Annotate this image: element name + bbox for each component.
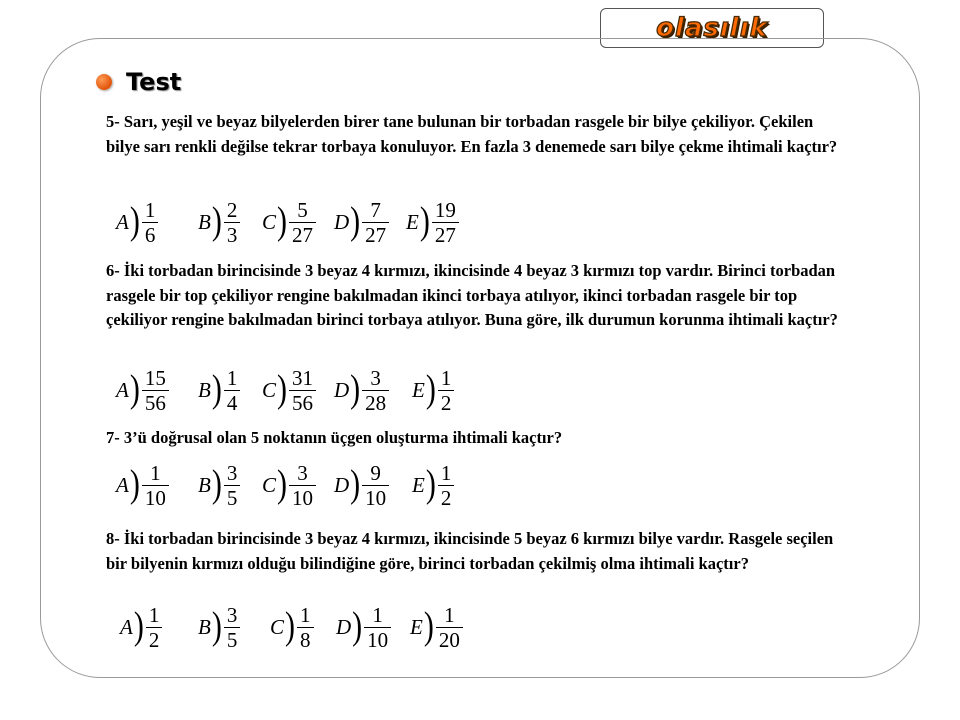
option-e: E ) $\frac{1}{2}$: [412, 363, 454, 417]
option-label: C: [270, 614, 285, 639]
fraction: [297, 603, 314, 652]
question-7: [106, 426, 846, 451]
fraction: [146, 603, 163, 652]
option-d: D ) $\frac{7}{27}$: [334, 195, 389, 249]
numerator: 15: [144, 365, 166, 390]
denominator: 8: [297, 627, 314, 652]
numerator: 31: [292, 365, 314, 390]
fraction: [224, 603, 241, 652]
numerator: 3: [226, 602, 238, 627]
fraction: [438, 461, 455, 510]
fraction: [362, 461, 389, 510]
denominator: 28: [362, 390, 389, 415]
question-number: 5: [106, 112, 115, 131]
numerator: 1: [444, 602, 455, 627]
option-label: B: [198, 209, 211, 234]
question-8: [106, 527, 846, 576]
numerator: 2: [226, 197, 238, 222]
option-label: C: [262, 472, 277, 497]
denominator: 10: [142, 485, 169, 510]
option-d: D ) $\frac{1}{10}$: [336, 600, 391, 654]
numerator: 3: [370, 365, 381, 390]
fraction: [224, 198, 241, 247]
option-label: A: [116, 209, 129, 234]
logo: olasılık: [656, 13, 768, 43]
numerator: 3: [226, 460, 238, 485]
option-d: D ) $\frac{3}{28}$: [334, 363, 389, 417]
numerator: 5: [297, 197, 308, 222]
fraction: [438, 366, 455, 415]
numerator: 7: [370, 197, 381, 222]
option-label: D: [334, 209, 350, 234]
denominator: 5: [224, 627, 241, 652]
title-row: [96, 68, 181, 96]
option-b: B ) $\frac{3}{5}$: [198, 600, 240, 654]
denominator: 10: [289, 485, 316, 510]
denominator: 3: [224, 222, 241, 247]
option-label: B: [198, 472, 211, 497]
option-label: E: [406, 209, 419, 234]
numerator: 3: [297, 460, 308, 485]
option-b: B ) $\frac{1}{4}$: [198, 363, 240, 417]
numerator: 1: [150, 460, 161, 485]
denominator: 2: [438, 390, 455, 415]
fraction: [142, 198, 159, 247]
fraction: [432, 198, 459, 247]
option-label: E: [412, 472, 425, 497]
option-label: D: [334, 377, 350, 402]
question-text: - İki torbadan birincisinde 3 beyaz 4 kırmızı, ikincisinde 5 beyaz 6 kırmızı bilye vardır. Rasgele seçilen bir bilyenin kırmızı olduğu bilindiğine göre, birinci torbadan çekilmiş olma ihtimali kaçtır?: [106, 529, 834, 573]
option-b: B ) $\frac{2}{3}$: [198, 195, 240, 249]
numerator: 1: [440, 460, 452, 485]
option-label: E: [410, 614, 423, 639]
question-text: - 3’ü doğrusal olan 5 noktanın üçgen oluşturma ihtimali kaçtır?: [114, 428, 563, 447]
denominator: 27: [289, 222, 316, 247]
numerator: 1: [144, 197, 156, 222]
option-label: B: [198, 614, 211, 639]
fraction: [436, 603, 463, 652]
fraction: [224, 366, 241, 415]
denominator: 2: [438, 485, 455, 510]
option-a: A ) $\frac{1}{2}$: [120, 600, 162, 654]
option-label: D: [336, 614, 352, 639]
denominator: 27: [432, 222, 459, 247]
question-text: - İki torbadan birincisinde 3 beyaz 4 kırmızı, ikincisinde 4 beyaz 3 kırmızı top vardır. Birinci torbadan rasgele bir top çekiliyor rengine bakılmadan ikinci torbaya atılıyor, ikinci torbadan rasgele bir top çekiliyor rengine bakılmadan birinci torbaya atılıyor. Buna göre, ilk durumun korunma ihtimali kaçtır?: [106, 261, 838, 329]
fraction: [362, 198, 389, 247]
denominator: 27: [362, 222, 389, 247]
fraction: [289, 198, 316, 247]
numerator: 9: [370, 460, 381, 485]
option-e: E ) $\frac{1}{20}$: [410, 600, 463, 654]
numerator: 1: [440, 365, 452, 390]
option-c: C ) $\frac{1}{8}$: [270, 600, 314, 654]
option-d: D ) $\frac{9}{10}$: [334, 458, 389, 512]
fraction: [224, 461, 241, 510]
option-label: C: [262, 377, 277, 402]
fraction: [289, 461, 316, 510]
fraction: [142, 366, 169, 415]
fraction: [142, 461, 169, 510]
denominator: 56: [289, 390, 316, 415]
option-e: E ) $\frac{19}{27}$: [406, 195, 459, 249]
fraction: [362, 366, 389, 415]
denominator: 6: [142, 222, 159, 247]
numerator: 1: [300, 602, 311, 627]
numerator: 1: [148, 602, 160, 627]
page-title: Test: [126, 68, 182, 96]
option-c: C ) $\frac{31}{56}$: [262, 363, 316, 417]
option-label: D: [334, 472, 350, 497]
option-label: B: [198, 377, 211, 402]
question-text: - Sarı, yeşil ve beyaz bilyelerden birer tane bulunan bir torbadan rasgele bir bilye çekiliyor. Çekilen bilye sarı renkli değilse tekrar torbaya konuluyor. En fazla 3 denemede sarı bilye çekme ihtimali kaçtır?: [106, 112, 838, 156]
denominator: 10: [362, 485, 389, 510]
denominator: 56: [142, 390, 169, 415]
denominator: 20: [436, 627, 463, 652]
denominator: 2: [146, 627, 163, 652]
bullet-icon: [96, 74, 112, 90]
numerator: 1: [226, 365, 238, 390]
option-label: A: [116, 472, 129, 497]
fraction: [364, 603, 391, 652]
denominator: 10: [364, 627, 391, 652]
question-number: 6: [106, 261, 115, 280]
option-label: C: [262, 209, 277, 234]
question-6: [106, 259, 846, 333]
option-label: E: [412, 377, 425, 402]
option-e: E ) $\frac{1}{2}$: [412, 458, 454, 512]
numerator: 19: [434, 197, 456, 222]
option-c: C ) $\frac{5}{27}$: [262, 195, 316, 249]
denominator: 5: [224, 485, 241, 510]
option-b: B ) $\frac{3}{5}$: [198, 458, 240, 512]
question-number: 8: [106, 529, 115, 548]
option-a: A ) $\frac{1}{10}$: [116, 458, 169, 512]
option-label: A: [116, 377, 129, 402]
option-a: A ) $\frac{15}{56}$: [116, 363, 169, 417]
question-number: 7: [106, 428, 115, 447]
option-a: A ) $\frac{1}{6}$: [116, 195, 158, 249]
fraction: [289, 366, 316, 415]
denominator: 4: [224, 390, 241, 415]
question-5: [106, 110, 846, 159]
numerator: 1: [372, 602, 383, 627]
option-c: C ) $\frac{3}{10}$: [262, 458, 316, 512]
option-label: A: [120, 614, 133, 639]
